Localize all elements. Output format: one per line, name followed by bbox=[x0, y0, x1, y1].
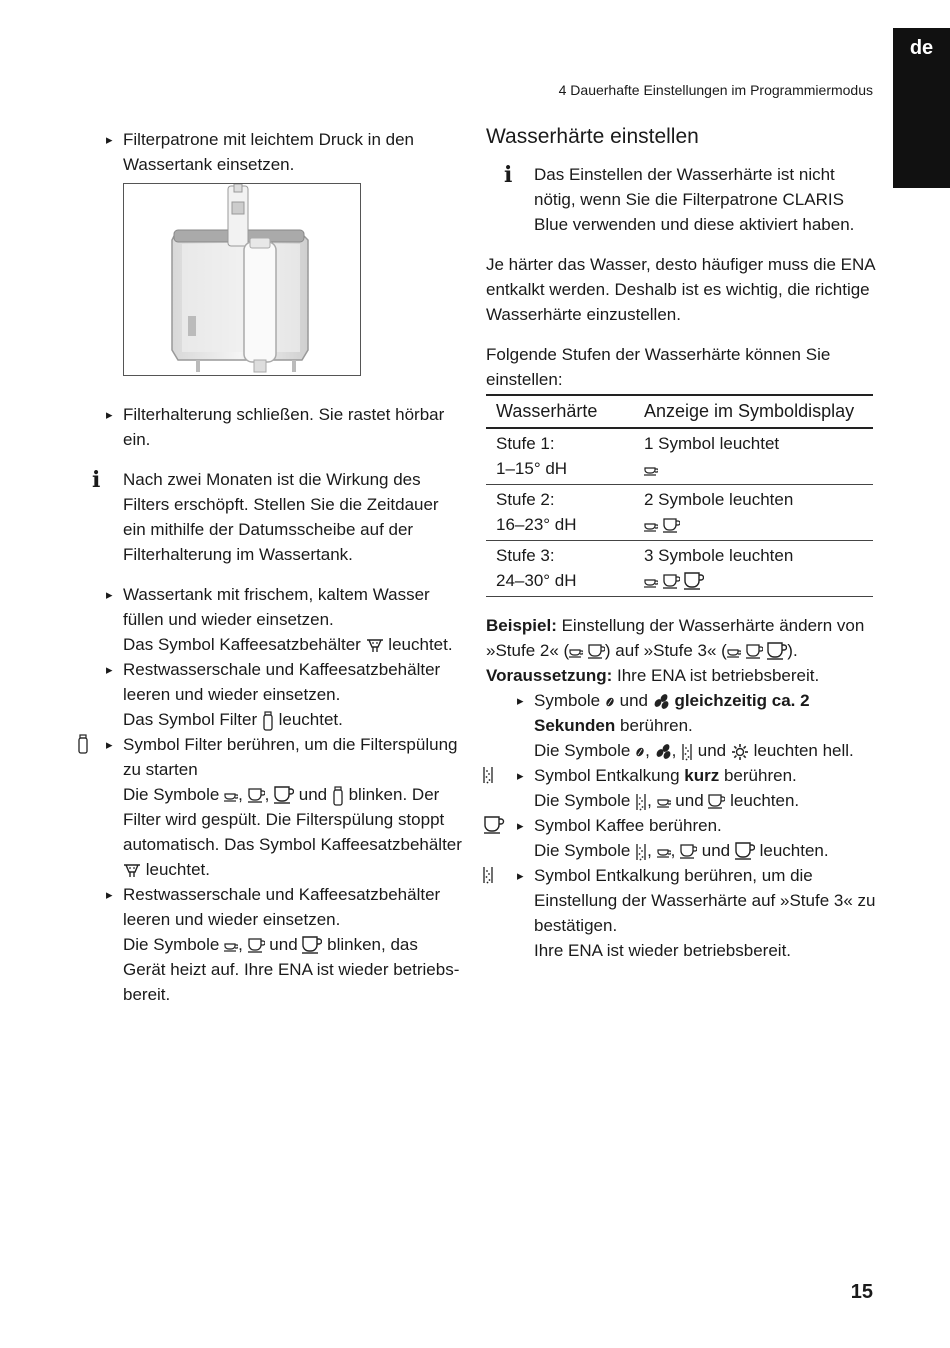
info-claris: i Das Einstellen der Wasserhärte ist nicht nötig, wenn Sie die Filterpatrone CLARIS Blue verwenden und diese aktiviert haben. bbox=[504, 162, 855, 234]
large-coffee-cup-icon bbox=[767, 642, 787, 661]
step-hold-symbols: ▸ Symbole und gleichzeitig ca. 2 Sekunden berühren. bbox=[486, 688, 876, 738]
step-hold-symbols-result: Die Symbole , , und leuchten hell. bbox=[534, 741, 854, 760]
coffee-cup-icon bbox=[680, 843, 697, 860]
step-filter-rinse: ▸ Symbol Filter berühren, um die Filterspülung zu starten bbox=[80, 732, 465, 782]
water-hardness-table bbox=[486, 394, 873, 597]
descale-margin-icon bbox=[482, 866, 504, 884]
display-text: 1 Symbol leuchtet bbox=[644, 434, 780, 453]
filter-icon bbox=[332, 786, 344, 806]
large-coffee-cup-icon bbox=[302, 936, 322, 955]
coffee-beans-icon bbox=[653, 693, 670, 710]
coffee-cup-icon bbox=[248, 937, 265, 954]
descale-icon bbox=[635, 843, 647, 861]
table-row bbox=[486, 541, 873, 597]
espresso-cup-icon bbox=[644, 575, 658, 589]
coffee-beans-icon bbox=[655, 743, 672, 760]
step-empty-tray-2-result: Die Symbole , und blinken, das Gerät heizt auf. Ihre ENA ist wieder betriebsbereit. bbox=[123, 935, 460, 1004]
coffee-margin-icon bbox=[484, 816, 506, 835]
table-row bbox=[486, 428, 873, 485]
filter-cartridge-figure bbox=[123, 183, 361, 376]
coffee-bean-icon bbox=[605, 695, 615, 709]
step-descale-short-result: Die Symbole , und leuchten. bbox=[534, 791, 800, 810]
step-coffee-result: Die Symbole , , und leuchten. bbox=[534, 841, 829, 860]
column-header: Anzeige im Symboldisplay bbox=[634, 395, 873, 428]
espresso-cup-icon bbox=[224, 939, 238, 953]
intro-paragraph: Je härter das Wasser, desto häufiger muss die ENA entkalkt werden. Deshalb ist es wichtig, die richtige Wasserhärte einzustellen. bbox=[486, 255, 875, 324]
coffee-grounds-container-icon bbox=[123, 862, 141, 880]
display-text: 2 Symbole leuchten bbox=[644, 490, 794, 509]
section-heading: Wasserhärte einstellen bbox=[486, 125, 699, 148]
levels-intro: Folgende Stufen der Wasserhärte können Sie einstellen: bbox=[486, 345, 831, 389]
step-filter-rinse-result: Die Symbole , , und blinken. Der Filter wird gespült. Die Filterspülung stoppt automatisch. Das Symbol Kaffeesatzbehälter leuchtet. bbox=[123, 785, 462, 879]
espresso-cup-icon bbox=[644, 463, 658, 477]
coffee-cup-icon bbox=[663, 573, 680, 590]
table-row bbox=[486, 485, 873, 541]
running-head: 4 Dauerhafte Einstellungen im Programmiermodus bbox=[558, 82, 873, 98]
espresso-cup-icon bbox=[569, 645, 583, 659]
descale-icon bbox=[681, 743, 693, 761]
step-coffee: ▸ Symbol Kaffee berühren. bbox=[486, 813, 876, 838]
step-empty-tray-result: Das Symbol Filter leuchtet. bbox=[123, 710, 343, 729]
level-label: Stufe 1: bbox=[496, 434, 555, 453]
step-close-holder: ▸ Filterhalterung schließen. Sie rastet hörbar ein. bbox=[80, 402, 465, 452]
espresso-cup-icon bbox=[657, 845, 671, 859]
coffee-grounds-container-icon bbox=[366, 637, 384, 655]
info-filter-lifetime: i Nach zwei Monaten ist die Wirkung des Filters erschöpft. Stellen Sie die Zeitdauer ein mithilfe der Datumsscheibe auf der Filterhalterung im Wassertank. bbox=[92, 467, 439, 564]
page-number: 15 bbox=[850, 1281, 873, 1303]
table-header-row bbox=[486, 395, 873, 428]
coffee-cup-icon bbox=[588, 643, 605, 660]
descale-icon bbox=[635, 793, 647, 811]
filter-icon bbox=[262, 711, 274, 731]
large-coffee-cup-icon bbox=[684, 572, 704, 591]
info-icon: i bbox=[92, 467, 101, 493]
column-header: Wasserhärte bbox=[486, 395, 634, 428]
step-empty-tray: ▸ Restwasserschale und Kaffeesatzbehälter leeren und wieder einsetzen. bbox=[80, 657, 465, 707]
large-coffee-cup-icon bbox=[274, 786, 294, 805]
step-insert-cartridge: ▸ Filterpatrone mit leichtem Druck in den Wassertank einsetzen. bbox=[80, 127, 465, 177]
display-text: 3 Symbole leuchten bbox=[644, 546, 794, 565]
step-fill-tank: ▸ Wassertank mit frischem, kaltem Wasser füllen und wieder einsetzen. bbox=[80, 582, 465, 632]
level-range: 24–30° dH bbox=[496, 571, 577, 590]
espresso-cup-icon bbox=[224, 789, 238, 803]
settings-gear-icon bbox=[731, 743, 749, 761]
espresso-cup-icon bbox=[657, 795, 671, 809]
water-tank-illustration bbox=[124, 184, 360, 375]
large-coffee-cup-icon bbox=[735, 842, 755, 861]
example-paragraph: Beispiel: Einstellung der Wasserhärte ändern von »Stufe 2« ( ) auf »Stufe 3« ( ). bbox=[486, 616, 865, 660]
step-descale-confirm: ▸ Symbol Entkalkung berühren, um die Einstellung der Wasserhärte auf »Stufe 3« zu bestätigen. bbox=[486, 863, 876, 938]
coffee-cup-icon bbox=[248, 787, 265, 804]
filter-margin-icon bbox=[77, 734, 99, 754]
step-descale-short: ▸ Symbol Entkalkung kurz berühren. bbox=[486, 763, 876, 788]
level-label: Stufe 2: bbox=[496, 490, 555, 509]
coffee-cup-icon bbox=[746, 643, 763, 660]
level-label: Stufe 3: bbox=[496, 546, 555, 565]
coffee-bean-icon bbox=[635, 745, 645, 759]
precondition: Voraussetzung: Ihre ENA ist betriebsbereit. bbox=[486, 666, 820, 685]
language-tab: de bbox=[893, 28, 950, 188]
left-column bbox=[80, 127, 465, 1007]
espresso-cup-icon bbox=[644, 519, 658, 533]
step-descale-confirm-result: Ihre ENA ist wieder betriebsbereit. bbox=[534, 941, 792, 960]
descale-margin-icon bbox=[482, 766, 504, 784]
info-icon: i bbox=[504, 162, 513, 188]
step-empty-tray-2: ▸ Restwasserschale und Kaffeesatzbehälter leeren und wieder einsetzen. bbox=[80, 882, 465, 932]
espresso-cup-icon bbox=[727, 645, 741, 659]
coffee-cup-icon bbox=[663, 517, 680, 534]
level-range: 1–15° dH bbox=[496, 459, 568, 478]
level-range: 16–23° dH bbox=[496, 515, 577, 534]
step-fill-tank-result: Das Symbol Kaffeesatzbehälter leuchtet. bbox=[123, 635, 453, 654]
coffee-cup-icon bbox=[708, 793, 725, 810]
right-column bbox=[486, 122, 876, 963]
